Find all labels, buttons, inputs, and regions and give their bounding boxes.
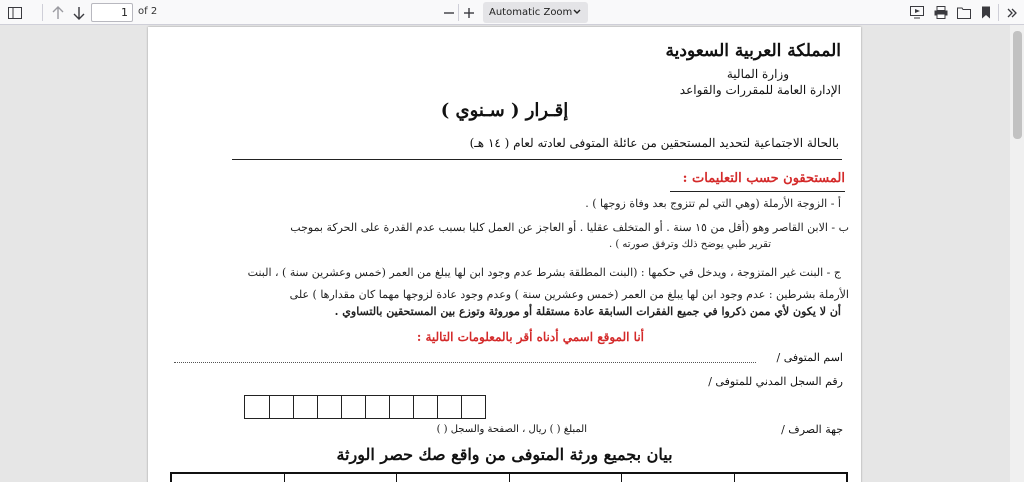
page-number-input[interactable] [91, 3, 133, 22]
dotted-separator [174, 362, 756, 363]
heirs-table-title: بيان بجميع ورثة المتوفى من واقع صك حصر الورثة [336, 445, 673, 464]
page-count: of 2 [138, 6, 158, 17]
digit-box [413, 396, 437, 418]
list-item: تقرير طبي يوضح ذلك وترفق صورته ) . [608, 239, 771, 250]
next-page-button[interactable] [70, 3, 88, 22]
digit-box [461, 396, 485, 418]
table-column [396, 474, 509, 482]
digit-box [245, 396, 269, 418]
civil-record-boxes [244, 395, 486, 419]
deceased-name-label: اسم المتوفى / [776, 351, 843, 364]
amount-field: المبلغ ( ) ريال ، الصفحة والسجل ( ) [436, 424, 587, 435]
save-icon[interactable] [955, 3, 973, 22]
previous-page-button[interactable] [49, 3, 67, 22]
digit-box [389, 396, 413, 418]
zoom-in-button[interactable] [461, 3, 477, 22]
digit-box [317, 396, 341, 418]
bookmark-icon[interactable] [978, 3, 994, 22]
digit-box [437, 396, 461, 418]
zoom-select-value: Automatic Zoom [489, 7, 573, 18]
vertical-scrollbar[interactable] [1010, 25, 1024, 482]
disbursement-label: جهة الصرف / [781, 423, 843, 436]
zoom-select[interactable] [483, 2, 588, 23]
chevron-down-icon [572, 6, 582, 18]
document-viewer[interactable] [0, 25, 1024, 482]
scrollbar-thumb[interactable] [1013, 31, 1022, 139]
table-column [509, 474, 622, 482]
document-subtitle: بالحالة الاجتماعية لتحديد المستحقين من عائلة المتوفى لعادته لعام ( ١٤ هـ) [469, 136, 839, 150]
civil-record-label: رقم السجل المدني للمتوفى / [708, 375, 843, 388]
table-column [172, 474, 284, 482]
pdf-page [148, 27, 861, 482]
declaration-text: أنا الموقع اسمي أدناه أقر بالمعلومات التالية : [416, 330, 644, 344]
subtitle-rule [232, 159, 842, 160]
heirs-table [170, 472, 848, 482]
document-title: إقـرار ( سـنوي ) [440, 100, 569, 121]
table-column [621, 474, 734, 482]
list-item: ب - الابن القاصر وهو (أقل من ١٥ سنة . أو المتخلف عقليا . أو العاجز عن العمل كليا بسبب عدم القدرة على الحركة بموجب [290, 221, 849, 234]
list-item: أن لا يكون لأي ممن ذكروا في جميع الفقرات السابقة عادة مستقلة أو موروثة وتوزع بين المستحقين بالتساوي . [334, 305, 841, 318]
digit-box [293, 396, 317, 418]
table-column [734, 474, 847, 482]
pdf-toolbar [0, 0, 1024, 25]
zoom-out-button[interactable] [441, 3, 457, 22]
table-column [284, 474, 397, 482]
ministry-heading: وزارة المالية [726, 67, 789, 81]
digit-box [269, 396, 293, 418]
digit-box [365, 396, 389, 418]
list-item: ج - البنت غير المتزوجة ، ويدخل في حكمها : (البنت المطلقة بشرط عدم وجود ابن لها يبلغ من العمر (خمس وعشرين سنة ) ، البنت [247, 266, 841, 279]
section-rule [670, 191, 845, 192]
kingdom-heading: المملكة العربية السعودية [665, 41, 841, 61]
department-heading: الإدارة العامة للمقررات والقواعد [679, 83, 841, 97]
print-icon[interactable] [932, 3, 950, 22]
presentation-mode-icon[interactable] [908, 3, 926, 22]
section-title: المستحقون حسب التعليمات : [682, 171, 845, 186]
digit-box [341, 396, 365, 418]
list-item: أ - الزوجة الأرملة (وهي التي لم تتزوج بعد وفاة زوجها ) . [585, 197, 841, 210]
list-item: الأرملة بشرطين : عدم وجود ابن لها يبلغ من العمر (خمس وعشرين سنة ) وعدم وجود عادة لزوجها مهما كان مقدارها ) على [289, 288, 849, 301]
sidebar-toggle-icon[interactable] [6, 3, 24, 22]
tools-chevron-icon[interactable] [1003, 3, 1021, 22]
